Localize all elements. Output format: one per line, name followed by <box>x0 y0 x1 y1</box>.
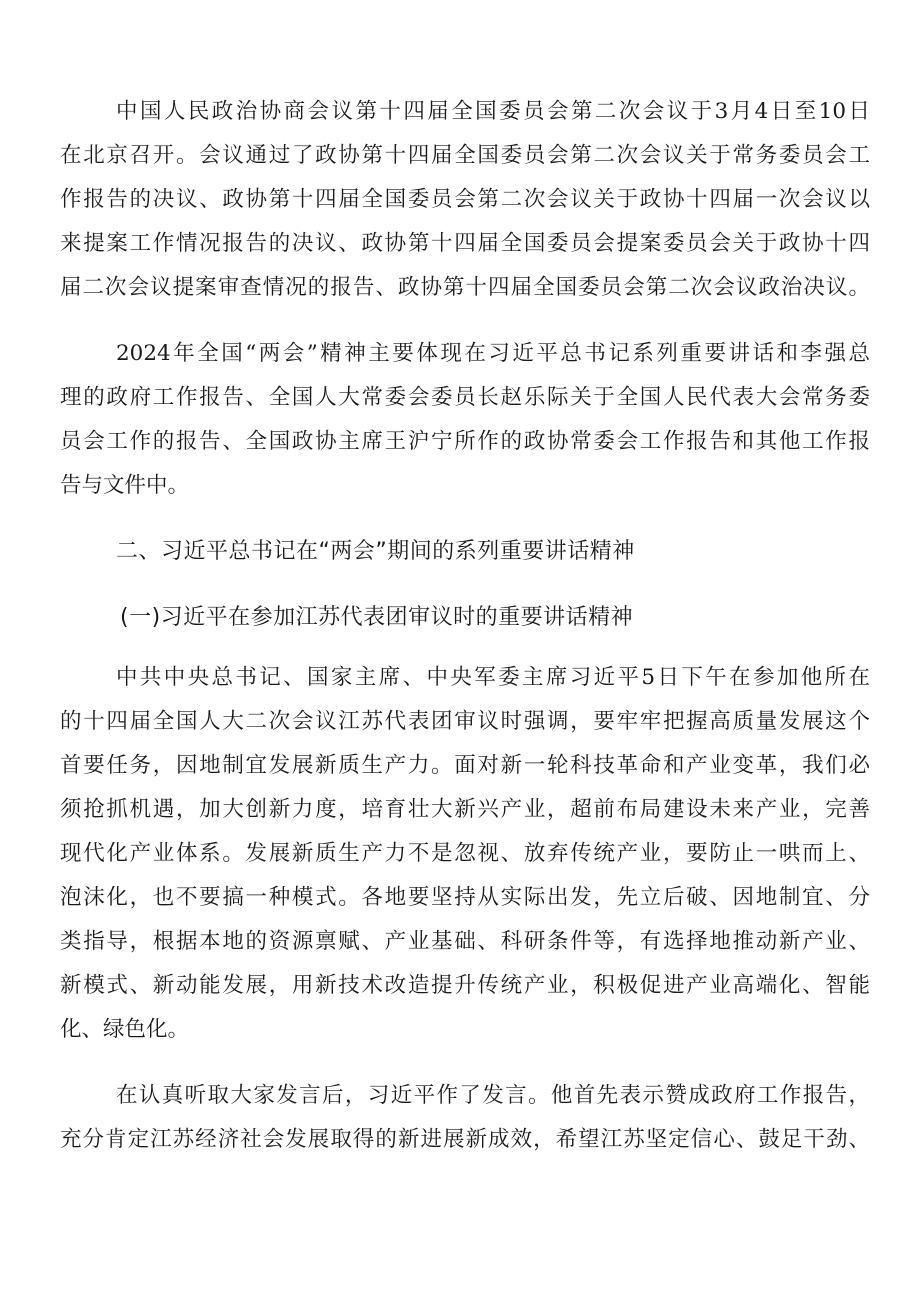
p3-line-6: 泡沫化，也不要搞一种模式。各地要坚持从实际出发，先立后破、因地制宜、分 <box>60 885 870 910</box>
p3-line-7: 类指导，根据本地的资源禀赋、产业基础、科研条件等，有选择地推动新产业、 <box>60 929 870 954</box>
p3-line-8: 新模式、新动能发展，用新技术改造提升传统产业，积极促进产业高端化、智能 <box>60 973 870 998</box>
p1-line-1: 中国人民政治协商会议第十四届全国委员会第二次会议于3月4日至10日 <box>116 99 870 124</box>
section-heading: 二、习近平总书记在“两会”期间的系列重要讲话精神 <box>116 539 635 564</box>
p4-line-2: 充分肯定江苏经济社会发展取得的新进展新成效，希望江苏坚定信心、鼓足干劲、 <box>60 1127 870 1152</box>
p1-line-4: 来提案工作情况报告的决议、政协第十四届全国委员会提案委员会关于政协十四 <box>60 231 870 256</box>
p3-line-2: 的十四届全国人大二次会议江苏代表团审议时强调，要牢牢把握高质量发展这个 <box>60 709 870 734</box>
p3-line-4: 须抢抓机遇，加大创新力度，培育壮大新兴产业，超前布局建设未来产业，完善 <box>60 797 870 822</box>
p2-line-3: 员会工作的报告、全国政协主席王沪宁所作的政协常委会工作报告和其他工作报 <box>60 429 870 454</box>
p3-line-9: 化、绿色化。 <box>60 1017 190 1042</box>
p1-line-2: 在北京召开。会议通过了政协第十四届全国委员会第二次会议关于常务委员会工 <box>60 143 870 168</box>
p2-line-2: 理的政府工作报告、全国人大常委会委员长赵乐际关于全国人民代表大会常务委 <box>60 385 870 410</box>
p2-line-4: 告与文件中。 <box>60 473 190 498</box>
p3-line-1: 中共中央总书记、国家主席、中央军委主席习近平5日下午在参加他所在 <box>116 665 870 690</box>
p1-line-3: 作报告的决议、政协第十四届全国委员会第二次会议关于政协十四届一次会议以 <box>60 187 870 212</box>
p4-line-1: 在认真听取大家发言后，习近平作了发言。他首先表示赞成政府工作报告， <box>116 1083 870 1108</box>
subsection-heading: (一)习近平在参加江苏代表团审议时的重要讲话精神 <box>120 605 634 630</box>
p3-line-5: 现代化产业体系。发展新质生产力不是忽视、放弃传统产业，要防止一哄而上、 <box>60 841 870 866</box>
p3-line-3: 首要任务，因地制宜发展新质生产力。面对新一轮科技革命和产业变革，我们必 <box>60 753 870 778</box>
p1-line-5: 届二次会议提案审查情况的报告、政协第十四届全国委员会第二次会议政治决议。 <box>60 275 870 300</box>
p2-line-1: 2024年全国“两会”精神主要体现在习近平总书记系列重要讲话和李强总 <box>116 341 870 366</box>
